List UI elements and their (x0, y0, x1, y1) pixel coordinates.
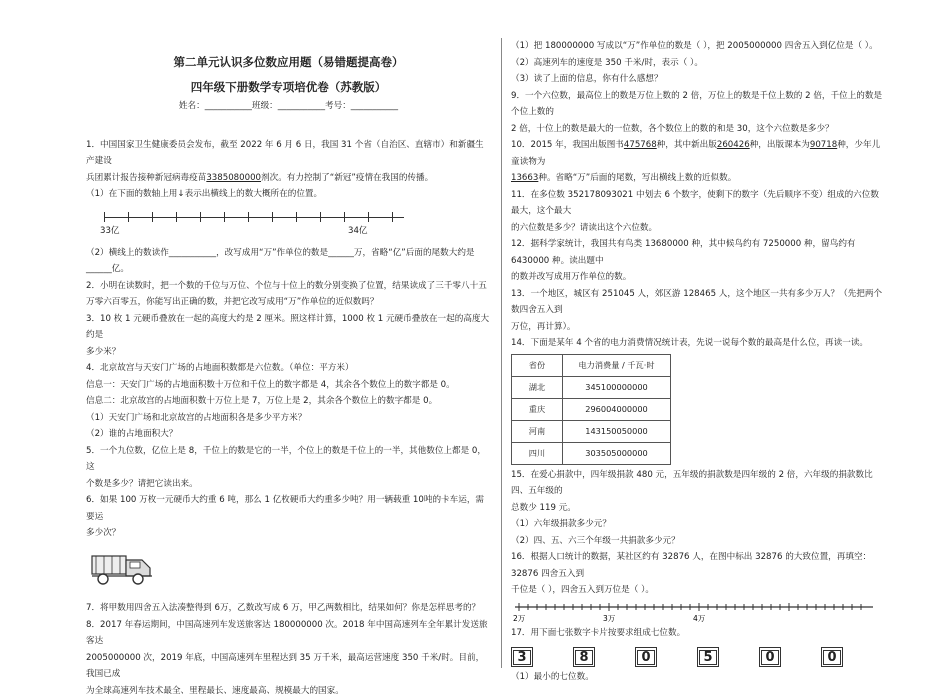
truck-illustration (90, 546, 491, 595)
q16-line-1: 16．根据人口统计的数据，某社区约有 32876 人，在图中标出 32876 的大致位置，再填空：32876 四舍五入到 (511, 549, 886, 582)
q15-sub1: （1）六年级捐款多少元？ (511, 516, 886, 533)
q17-sub1: （1）最小的七位数。 (511, 669, 886, 686)
q10-line-2: 13663种。省略“万”后面的尾数，写出横线上数的近似数。 (511, 170, 886, 187)
q9-line-1: 9．一个六位数，最高位上的数是万位上数的 2 倍，万位上的数是千位上数的 2 倍，千位上的数是个位上数的 (511, 88, 886, 121)
q15-sub2: （2）四、五、六三个年级一共捐款多少元？ (511, 533, 886, 550)
q4-info-1: 信息一：天安门广场的占地面积数十万位和千位上的数字都是 4，其余各个数位上的数字都是 0。 (86, 377, 491, 394)
digit-card: 3 (511, 647, 533, 667)
q2-line-1: 2．小明在读数时，把一个数的千位与万位、个位与十位上的数分别变换了位置，结果读成了三千零八十五 (86, 278, 491, 295)
q1-sub1: （1）在下面的数轴上用↓表示出横线上的数大概所在的位置。 (86, 186, 491, 203)
digit-card: 5 (697, 647, 719, 667)
q11-line-1: 11．在多位数 352178093021 中划去 6 个数字，使剩下的数字（先后顺序不变）组成的六位数最大，这个最大 (511, 187, 886, 220)
q8-sub3: （3）读了上面的信息，你有什么感想？ (511, 71, 886, 88)
q1-sub2-b: ______亿。 (86, 261, 491, 278)
q6-line-2: 多少次？ (86, 525, 491, 542)
q11-line-2: 的六位数是多少？请读出这个六位数。 (511, 220, 886, 237)
digit-card: 8 (573, 647, 595, 667)
q4-line-1: 4．北京故宫与天安门广场的占地面积数都是六位数。（单位：平方米） (86, 360, 491, 377)
q9-line-2: 2 倍，十位上的数是最大的一位数，各个数位上的数的和是 30，这个六位数是多少？ (511, 121, 886, 138)
q5-line-2: 个数是多少？请把它读出来。 (86, 476, 491, 493)
digit-cards (511, 647, 886, 667)
axis2-label-4wan: 4万 (693, 614, 706, 623)
q1-sub2-a: （2）横线上的数读作___________，改写成用“万”作单位的数是______万，省略“亿”后面的尾数大约是 (86, 245, 491, 262)
q4-info-2: 信息二：北京故宫的占地面积数十万位上是 7，万位上是 2，其余各个数位上的数字都是 0。 (86, 393, 491, 410)
q8-line-1: 8．2017 年春运期间，中国高速列车发送旅客达 180000000 次。2018 年中国高速列车全年累计发送旅客达 (86, 617, 491, 650)
right-column (511, 38, 886, 686)
axis2-label-3wan: 3万 (603, 614, 616, 623)
q7-line: 7．将甲数用四舍五入法凑整得到 6万，乙数改写成 6 万，甲乙两数相比，结果如何？你是怎样思考的？ (86, 600, 491, 617)
q4-sub1: （1）天安门广场和北京故宫的占地面积各是多少平方米？ (86, 410, 491, 427)
table-row: 重庆 296004000000 (512, 398, 671, 420)
q16-number-line (511, 601, 886, 623)
q13-line-2: 万位，再计算）。 (511, 319, 886, 336)
q14-line: 14．下面是某年 4 个省的电力消费情况统计表，先说一说每个数的最高是什么位，再读一读。 (511, 335, 886, 352)
q5-line-1: 5．一个九位数，亿位上是 8，千位上的数是它的一半，个位上的数是千位上的一半，其他数位上都是 0，这 (86, 443, 491, 476)
axis-label-34yi: 34亿 (348, 223, 368, 240)
page-subtitle: 四年级下册数学专项培优卷（苏教版） (86, 79, 491, 96)
power-consumption-table (511, 354, 671, 465)
page-title: 第二单元认识多位数应用题（易错题提高卷） (86, 54, 491, 71)
q8-sub1: （1）把 180000000 写成以“万”作单位的数是（ ），把 2005000000 四舍五入到亿位是（ ）。 (511, 38, 886, 55)
q10-num-2: 260426 (717, 140, 750, 150)
q4-sub2: （2）谁的占地面积大？ (86, 426, 491, 443)
q12-line-2: 的数并改写成用万作单位的数。 (511, 269, 886, 286)
q1-vaccine-number: 3385080000 (206, 173, 261, 183)
axis-label-33yi: 33亿 (100, 223, 120, 240)
axis2-label-2wan: 2万 (513, 614, 526, 623)
table-row: 湖北 345100000000 (512, 376, 671, 398)
q10-num-1: 475768 (624, 140, 657, 150)
q10-line-1: 10．2015 年，我国出版图书475768种，其中新出版260426种，出版课本为90718种，少年儿童读物为 (511, 137, 886, 170)
q1-number-line (100, 207, 491, 235)
digit-card: 0 (821, 647, 843, 667)
left-column (86, 0, 491, 699)
q16-line-2: 千位是（ ），四舍五入到万位是（ ）。 (511, 582, 886, 599)
column-divider (501, 38, 502, 668)
table-header-consumption: 电力消费量 / 千瓦·时 (563, 354, 671, 376)
name-class-id-line: 姓名：___________班级：___________考号：___________ (86, 98, 491, 115)
q6-line-1: 6．如果 100 万枚一元硬币大约重 6 吨，那么 1 亿枚硬币大约重多少吨？用一辆载重 10吨的卡车运，需要运 (86, 492, 491, 525)
q1-line-b: 兵团累计报告接种新冠病毒疫苗3385080000剂次。有力控制了“新冠”疫情在我国的传播。 (86, 170, 491, 187)
q13-line-1: 13．一个地区，城区有 251045 人，郊区游 128465 人，这个地区一共有多少万人？（先把两个数四舍五入到 (511, 286, 886, 319)
q8-line-3: 为全球高速列车技术最全、里程最长、速度最高、规模最大的国家。 (86, 683, 491, 699)
q10-num-3: 90718 (810, 140, 837, 150)
truck-icon (90, 546, 160, 588)
q12-line-1: 12．据科学家统计，我国共有鸟类 13680000 种，其中候鸟约有 7250000 种，留鸟约有 6430000 种。读出题中 (511, 236, 886, 269)
q10-num-4: 13663 (511, 173, 538, 183)
q15-line-1: 15．在爱心捐款中，四年级捐款 480 元，五年级的捐款数是四年级的 2 倍，六年级的捐款数比四、五年级的 (511, 467, 886, 500)
digit-card: 0 (759, 647, 781, 667)
q3-line-2: 多少米？ (86, 344, 491, 361)
q17-line: 17．用下面七张数字卡片按要求组成七位数。 (511, 625, 886, 642)
table-row: 四川 303505000000 (512, 442, 671, 464)
table-row: 河南 143150050000 (512, 420, 671, 442)
q2-line-2: 万零六百零五，你能写出正确的数，并把它改写成用“万”作单位的近似数吗？ (86, 294, 491, 311)
table-header-province: 省份 (512, 354, 563, 376)
q1-line-a: 1．中国国家卫生健康委员会发布，截至 2022 年 6 月 6 日，我国 31 个省（自治区、直辖市）和新疆生产建设 (86, 137, 491, 170)
q15-line-2: 总数少 119 元。 (511, 500, 886, 517)
q8-line-2: 2005000000 次，2019 年底，中国高速列车里程达到 35 万千米，最高运营速度 350 千米/时。目前，我国已成 (86, 650, 491, 683)
q8-sub2: （2）高速列车的速度是 350 千米/时，表示（ ）。 (511, 55, 886, 72)
q3-line-1: 3．10 枚 1 元硬币叠放在一起的高度大约是 2 厘米。照这样计算，1000 枚 1 元硬币叠放在一起的高度大约是 (86, 311, 491, 344)
digit-card: 0 (635, 647, 657, 667)
